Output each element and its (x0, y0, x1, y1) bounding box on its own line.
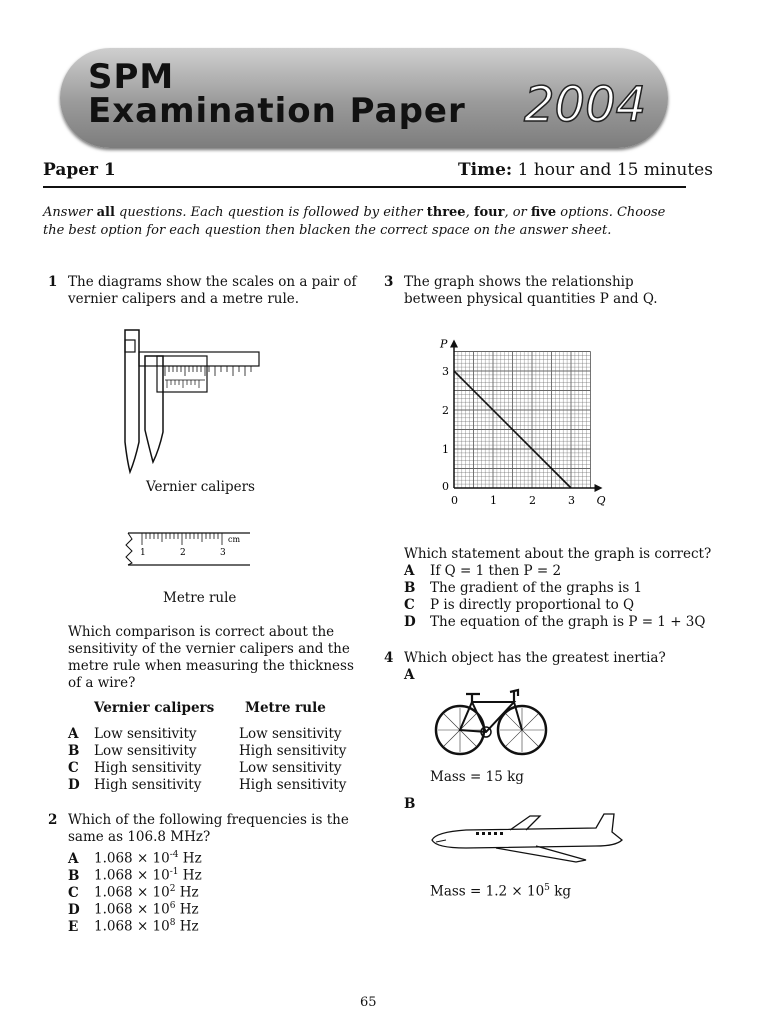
y-tick-label: 1 (442, 443, 449, 456)
q1-option-a[interactable]: A Low sensitivity Low sensitivity (68, 726, 342, 742)
x-tick-label: 3 (568, 494, 575, 507)
bicycle-icon (432, 684, 552, 758)
q3-option-a[interactable]: A If Q = 1 then P = 2 (404, 563, 562, 579)
q2-option-e[interactable]: E $1.068 \times 10^8$ Hz (68, 918, 199, 935)
q3-option-b[interactable]: B The gradient of the graphs is 1 (404, 580, 643, 596)
q2-option-c[interactable]: C $1.068 \times 10^2$ Hz (68, 884, 199, 901)
rule-tick-2: 2 (180, 548, 186, 558)
x-tick-label: 1 (490, 494, 497, 507)
q1-option-c[interactable]: C High sensitivity Low sensitivity (68, 760, 342, 776)
q4-a-mass: Mass = 15 kg (430, 769, 524, 785)
q1-rule-caption: Metre rule (163, 590, 237, 606)
q2-text: Which of the following frequencies is the same as 106.8 MHz? (68, 812, 349, 845)
rule-cm-label: cm (228, 535, 241, 544)
q2-option-b[interactable]: B $1.068 \times 10^{-1}$ Hz (68, 867, 202, 884)
x-tick-label: 0 (451, 494, 458, 507)
q4-number: 4 (384, 650, 394, 666)
y-tick-label: 2 (442, 404, 449, 417)
y-axis-arrow (450, 340, 458, 348)
q2-option-d[interactable]: D $1.068 \times 10^6$ Hz (68, 901, 199, 918)
metre-rule-diagram (122, 527, 252, 571)
q4-text: Which object has the greatest inertia? (404, 650, 666, 666)
y-axis-label: P (440, 337, 448, 351)
q2-option-a[interactable]: A $1.068 \times 10^{-4}$ Hz (68, 850, 202, 867)
q4-option-a-letter[interactable]: A (404, 667, 415, 683)
q4-b-mass: Mass = $1.2 \times 10^5$ kg (430, 883, 572, 900)
airplane-icon (426, 810, 626, 870)
vernier-caliper-diagram (105, 322, 265, 477)
q1-question: Which comparison is correct about the sensitivity of the vernier calipers and the metre rule when measuring the thickness of a wire? (68, 624, 354, 691)
q1-col-header-rule: Metre rule (245, 700, 326, 716)
q1-text: The diagrams show the scales on a pair of vernier calipers and a metre rule. (68, 274, 357, 307)
q1-caliper-caption: Vernier calipers (146, 479, 255, 495)
rule-tick-3: 3 (220, 548, 226, 558)
q1-number: 1 (48, 274, 58, 290)
divider (43, 186, 686, 188)
banner-title: Examination Paper (88, 91, 466, 131)
instructions: Answer all questions. Each question is followed by either three, four, or five options. Choose the best option for each question then blacken the correct space on the answer sheet. (43, 205, 666, 238)
q3-option-c[interactable]: C P is directly proportional to Q (404, 597, 635, 613)
x-axis-arrow (595, 484, 603, 492)
banner-spm: SPM (88, 57, 175, 97)
y-tick-label: 3 (442, 365, 449, 378)
q3-question: Which statement about the graph is correct? (404, 546, 712, 562)
paper-label: Paper 1 (43, 160, 116, 180)
q3-option-d[interactable]: D The equation of the graph is P = 1 + 3Q (404, 614, 706, 630)
q3-graph (430, 316, 630, 512)
rule-tick-1: 1 (140, 548, 146, 558)
q2-number: 2 (48, 812, 58, 828)
page-number: 65 (360, 995, 377, 1010)
y-tick-label: 0 (442, 480, 449, 493)
q3-number: 3 (384, 274, 394, 290)
q4-option-b-letter[interactable]: B (404, 796, 416, 812)
q1-col-header-calipers: Vernier calipers (94, 700, 215, 716)
time-info: Time: 1 hour and 15 minutes (458, 160, 713, 180)
banner-year: 2004 (524, 77, 647, 133)
q3-text: The graph shows the relationship between physical quantities P and Q. (404, 274, 658, 307)
q1-option-d[interactable]: D High sensitivity High sensitivity (68, 777, 347, 793)
q1-option-b[interactable]: B Low sensitivity High sensitivity (68, 743, 347, 759)
x-tick-label: 2 (529, 494, 536, 507)
x-axis-label: Q (596, 494, 606, 507)
